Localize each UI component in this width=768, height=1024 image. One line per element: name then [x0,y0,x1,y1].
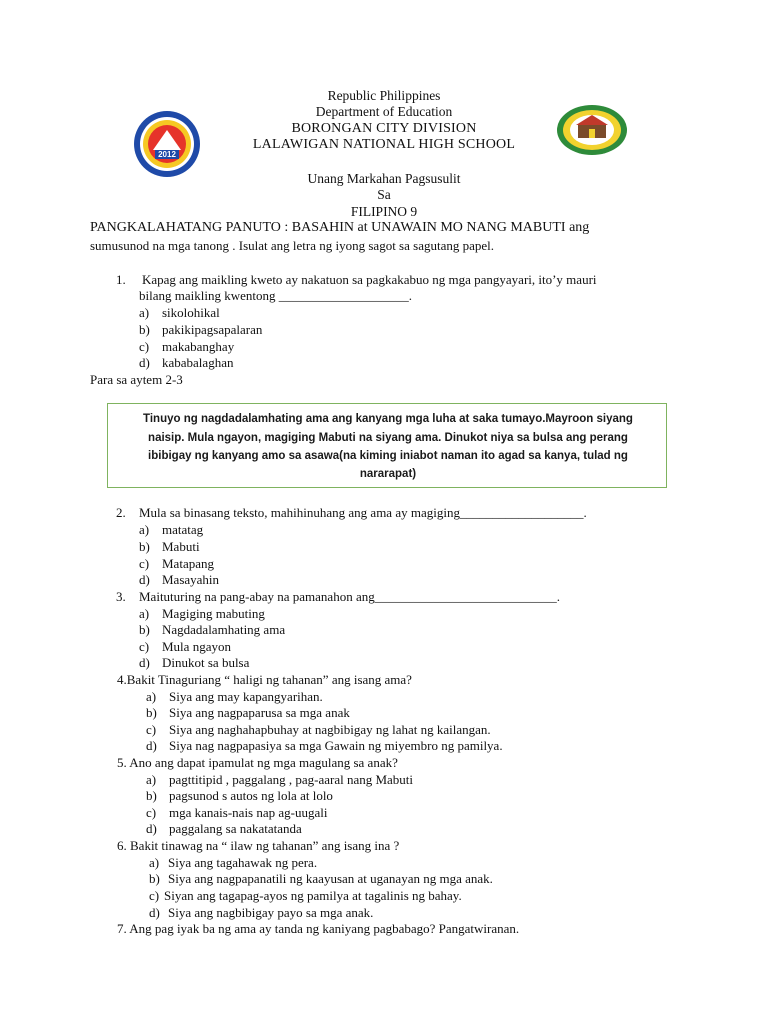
q2-option-c: Matapang [162,556,214,571]
instructions-line-1: PANGKALAHATANG PANUTO : BASAHIN at UNAWAIN MO NANG MABUTI ang [90,220,590,235]
q2-text: Mula sa binasang teksto, mahihinuhang ang ama ay magiging___________________. [139,505,587,520]
q1-option-a-letter: a) [139,305,150,320]
q2-option-b-letter: b) [139,539,150,554]
q1-option-b-letter: b) [139,322,150,337]
q6-option-c: Siyan ang tagapag-ayos ng pamilya at tagalinis ng bahay. [164,888,462,903]
q3-text: Maituturing na pang-abay na pamanahon ang____________________________. [139,589,560,604]
passage-line-4: nararapat) [359,468,417,480]
header-school: LALAWIGAN NATIONAL HIGH SCHOOL [252,137,516,152]
q3-number: 3. [116,589,126,604]
header-department: Department of Education [315,104,453,119]
q4-option-d: Siya nag nagpapasiya sa mga Gawain ng miyembro ng pamilya. [169,738,503,753]
q6-option-d-letter: d) [149,905,160,920]
q5-option-a: pagttitipid , paggalang , pag-aaral nang Mabuti [169,772,414,787]
q1-option-c: makabanghay [162,339,235,354]
q5-option-d: paggalang sa nakatatanda [169,821,302,836]
q2-option-c-letter: c) [139,556,150,571]
q2-option-b: Mabuti [162,539,200,554]
exam-title: Unang Markahan Pagsusulit [307,171,461,186]
exam-subject: FILIPINO 9 [350,204,418,219]
q6-option-b: Siya ang nagpapanatili ng kaayusan at uganayan ng mga anak. [168,871,493,886]
q3-option-c: Mula ngayon [162,639,231,654]
q4-option-c: Siya ang naghahapbuhay at nagbibigay ng lahat ng kailangan. [169,722,491,737]
q5-option-c-letter: c) [146,805,157,820]
q1-option-b: pakikipagsapalaran [162,322,263,337]
q6-option-a: Siya ang tagahawak ng pera. [168,855,318,870]
passage-box [107,403,667,488]
left-seal-year: 2012 [158,150,176,159]
q1-text-line-2: bilang maikling kwentong ____________________. [139,288,412,303]
q4-option-b-letter: b) [146,705,157,720]
q5-option-a-letter: a) [146,772,157,787]
q5-option-b-letter: b) [146,788,157,803]
q2-option-d-letter: d) [139,572,150,587]
q4-text: 4.Bakit Tinaguriang “ haligi ng tahanan” ang isang ama? [117,672,412,687]
q1-number: 1. [116,272,126,287]
header-republic: Republic Philippines [327,88,441,103]
q5-option-c: mga kanais-nais nap ag-uugali [169,805,328,820]
instructions-line-2: sumusunod na mga tanong . Isulat ang letra ng iyong sagot sa sagutang papel. [90,238,495,253]
q2-option-a: matatag [162,522,204,537]
passage-line-1: Tinuyo ng nagdadalamhating ama ang kanyang mga luha at saka tumayo.Mayroon siyang [143,413,633,425]
q4-option-d-letter: d) [146,738,157,753]
q4-option-c-letter: c) [146,722,157,737]
q5-text: 5. Ano ang dapat ipamulat ng mga magulang sa anak? [117,755,398,770]
q3-option-b: Nagdadalamhating ama [162,622,286,637]
q6-option-c-letter: c) [149,888,160,903]
q1-option-a: sikolohikal [162,305,220,320]
q2-option-d: Masayahin [162,572,220,587]
q2-number: 2. [116,505,126,520]
q3-option-d: Dinukot sa bulsa [162,655,250,670]
passage-line-2: naisip. Mula ngayon, magiging Mabuti na siyang ama. Dinukot niya sa bulsa ang perang [148,432,628,444]
q3-option-c-letter: c) [139,639,150,654]
header-division: BORONGAN CITY DIVISION [291,121,477,136]
q3-option-b-letter: b) [139,622,150,637]
q1-option-c-letter: c) [139,339,150,354]
q6-option-d: Siya ang nagbibigay payo sa mga anak. [168,905,374,920]
q6-option-a-letter: a) [149,855,160,870]
q4-option-a: Siya ang may kapangyarihan. [169,689,323,704]
q3-option-a-letter: a) [139,606,150,621]
q1-option-d-letter: d) [139,355,150,370]
passage-line-3: ibibigay ng kanyang amo sa asawa(na kiming iniabot naman ito agad sa kanya, tulad ng [148,450,628,462]
exam-sa: Sa [377,187,391,202]
q6-text: 6. Bakit tinawag na “ ilaw ng tahanan” ang isang ina ? [117,838,400,853]
q3-option-a: Magiging mabuting [162,606,265,621]
q4-option-b: Siya ang nagpaparusa sa mga anak [169,705,350,720]
q6-option-b-letter: b) [149,871,160,886]
q1-text-line-1: Kapag ang maikling kweto ay nakatuon sa pagkakabuo ng mga pangyayari, ito’y mauri [142,272,597,287]
para-items-note: Para sa aytem 2-3 [90,372,183,387]
q4-option-a-letter: a) [146,689,157,704]
q7-text: 7. Ang pag iyak ba ng ama ay tanda ng kaniyang pagbabago? Pangatwiranan. [117,921,520,936]
q2-option-a-letter: a) [139,522,150,537]
q5-option-b: pagsunod s autos ng lola at lolo [169,788,333,803]
q3-option-d-letter: d) [139,655,150,670]
q5-option-d-letter: d) [146,821,157,836]
q1-option-d: kababalaghan [162,355,234,370]
